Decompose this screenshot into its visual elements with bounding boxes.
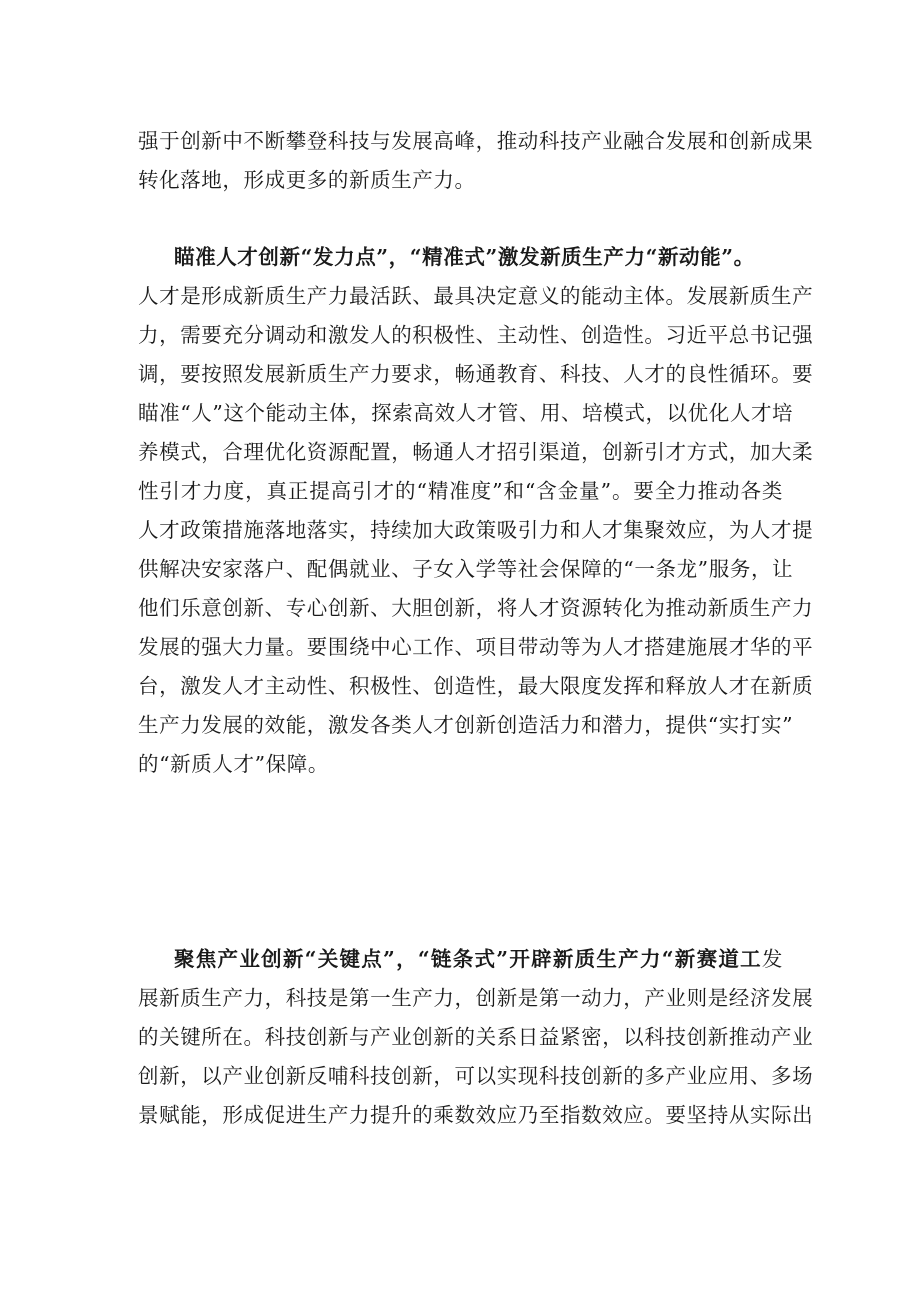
paragraph-2-line-8: 供解决安家落户、配偶就业、子女入学等社会保障的“一条龙”服务，让 xyxy=(138,557,794,581)
paragraph-3-line-2: 的关键所在。科技创新与产业创新的关系日益紧密，以科技创新推动产业 xyxy=(138,1025,814,1049)
paragraph-2-line-7: 人才政策措施落地落实，持续加大政策吸引力和人才集聚效应，为人才提 xyxy=(138,518,814,542)
paragraph-2-line-3: 调，要按照发展新质生产力要求，畅通教育、科技、人才的良性循环。要 xyxy=(138,362,814,386)
paragraph-2-line-10: 发展的强大力量。要围绕中心工作、项目带动等为人才搭建施展才华的平 xyxy=(138,635,814,659)
paragraph-2-line-4: 瞄准“人”这个能动主体，探索高效人才管、用、培模式，以优化人才培 xyxy=(138,401,794,425)
paragraph-2-line-1: 人才是形成新质生产力最活跃、最具决定意义的能动主体。发展新质生产 xyxy=(138,284,814,308)
paragraph-2 xyxy=(138,238,814,784)
paragraph-3-line-3: 创新，以产业创新反哺科技创新，可以实现科技创新的多产业应用、多场 xyxy=(138,1064,814,1088)
paragraph-2-line-2: 力，需要充分调动和激发人的积极性、主动性、创造性。习近平总书记强 xyxy=(138,323,814,347)
paragraph-2-line-6: 性引才力度，真正提高引才的“精准度”和“含金量”。要全力推动各类 xyxy=(138,479,783,503)
paragraph-2-line-13: 的“新质人才”保障。 xyxy=(138,752,329,776)
paragraph-3-heading-tail: 发 xyxy=(761,947,783,971)
paragraph-3 xyxy=(138,940,814,1135)
paragraph-2-line-9: 他们乐意创新、专心创新、大胆创新，将人才资源转化为推动新质生产力 xyxy=(138,596,814,620)
paragraph-1-line-2: 转化落地，形成更多的新质生产力。 xyxy=(138,168,476,192)
paragraph-1-line-1: 强于创新中不断攀登科技与发展高峰，推动科技产业融合发展和创新成果 xyxy=(138,129,814,153)
paragraph-2-line-11: 台，激发人才主动性、积极性、创造性，最大限度发挥和释放人才在新质 xyxy=(138,674,814,698)
paragraph-3-line-4: 景赋能，形成促进生产力提升的乘数效应乃至指数效应。要坚持从实际出 xyxy=(138,1103,814,1127)
paragraph-2-line-12: 生产力发展的效能，激发各类人才创新创造活力和潜力，提供“实打实” xyxy=(138,713,794,737)
paragraph-2-heading: 瞄准人才创新“发力点”，“精准式”激发新质生产力“新动能”。 xyxy=(174,245,755,269)
paragraph-2-line-5: 养模式，合理优化资源配置，畅通人才招引渠道，创新引才方式，加大柔 xyxy=(138,440,814,464)
paragraph-3-heading-line xyxy=(138,940,783,979)
paragraph-1 xyxy=(138,122,814,200)
paragraph-3-line-1: 展新质生产力，科技是第一生产力，创新是第一动力，产业则是经济发展 xyxy=(138,986,814,1010)
paragraph-3-heading: 聚焦产业创新“关键点”，“链条式”开辟新质生产力“新赛道工 xyxy=(174,947,762,971)
